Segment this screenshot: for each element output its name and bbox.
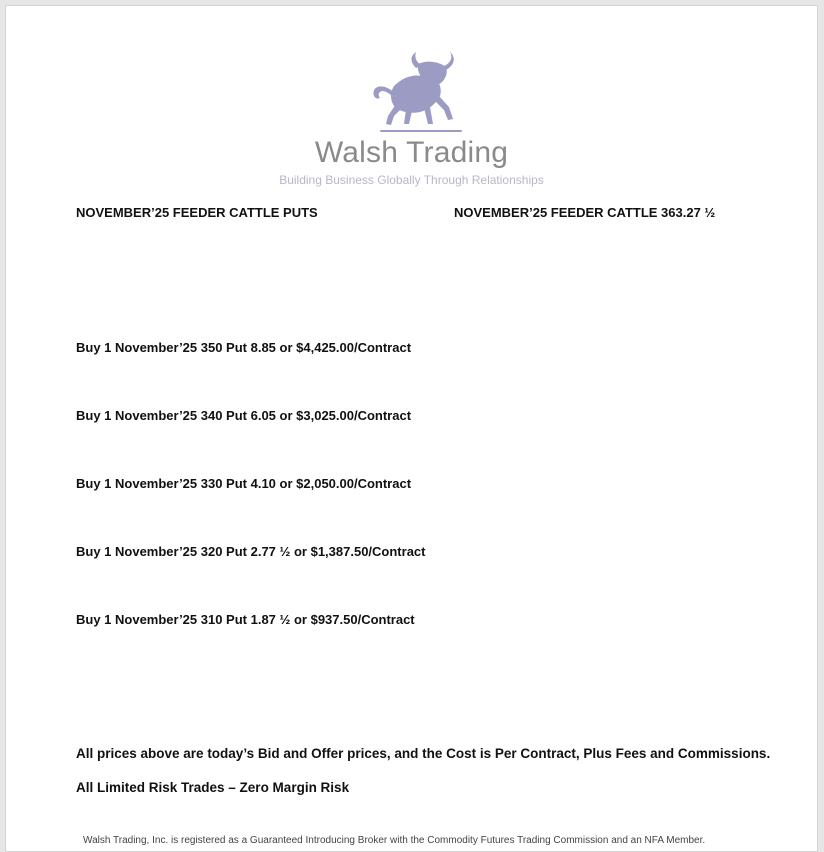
risk-note: All Limited Risk Trades – Zero Margin Risk bbox=[76, 780, 350, 795]
regulatory-footer: Walsh Trading, Inc. is registered as a Guaranteed Introducing Broker with the Commodity Futures Trading Commission and an NFA Member. bbox=[83, 835, 706, 846]
brand-tagline: Building Business Globally Through Relationships bbox=[279, 173, 544, 187]
pricing-note: All prices above are today’s Bid and Offer prices, and the Cost is Per Contract, Plus Fees and Commissions. bbox=[76, 746, 771, 761]
puts-heading: NOVEMBER’25 FEEDER CATTLE PUTS bbox=[76, 205, 318, 220]
futures-price-heading: NOVEMBER’25 FEEDER CATTLE 363.27 ½ bbox=[454, 205, 716, 220]
trade-line: Buy 1 November’25 320 Put 2.77 ½ or $1,387.50/Contract bbox=[76, 544, 426, 559]
brand-name: Walsh Trading bbox=[314, 136, 509, 169]
trade-line: Buy 1 November’25 350 Put 8.85 or $4,425.00/Contract bbox=[76, 340, 412, 355]
trade-line: Buy 1 November’25 310 Put 1.87 ½ or $937.50/Contract bbox=[76, 612, 415, 627]
trade-line: Buy 1 November’25 330 Put 4.10 or $2,050.00/Contract bbox=[76, 476, 412, 491]
document-page bbox=[5, 5, 818, 852]
trade-line: Buy 1 November’25 340 Put 6.05 or $3,025.00/Contract bbox=[76, 408, 412, 423]
bull-icon bbox=[366, 52, 462, 136]
